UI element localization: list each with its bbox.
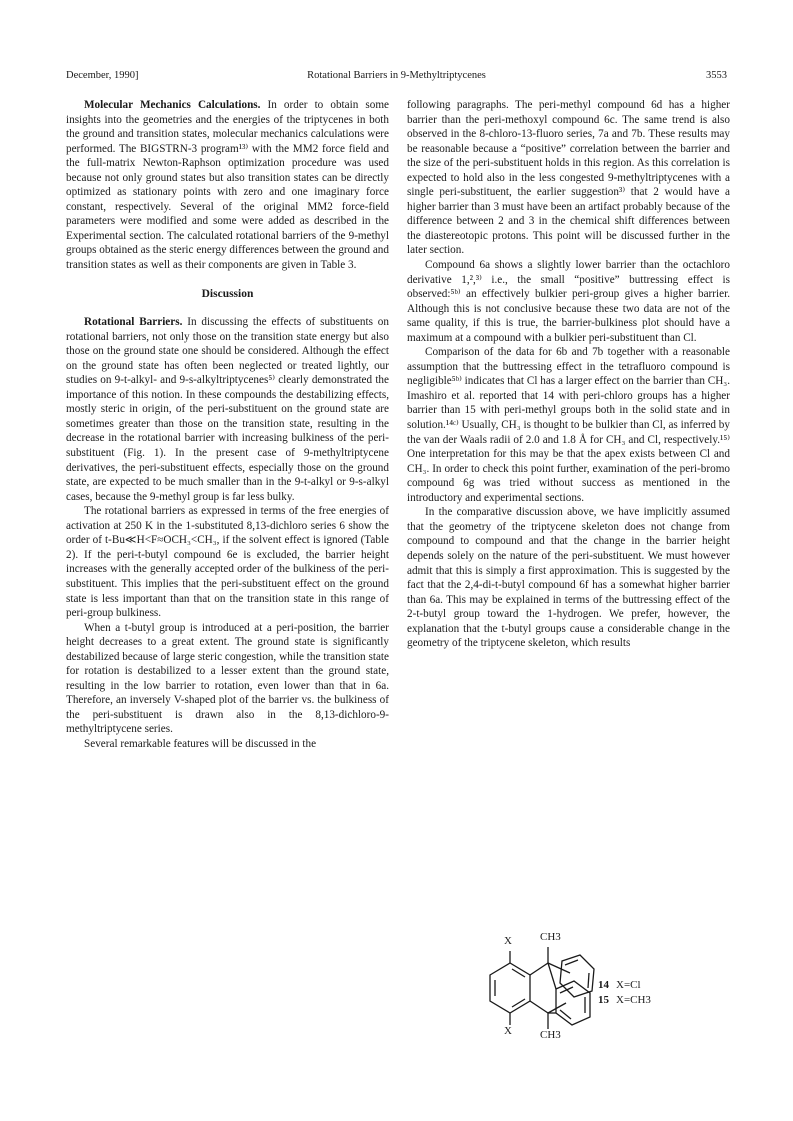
paragraph-left-3: The rotational barriers as expressed in terms of the free energies of activation at 250 K in the 1-substituted 8,13-dichloro series 6 show the order of t-Bu≪H<F≈OCH₃<CH₃, if the solvent effect is ignored (Table 2). If the peri-t-butyl compound 6e is excluded, the barrier height increases with the generally accepted order of the bulkiness of the peri-substituent. This implies that the peri-substituent effect on the ground state is less important than that on the transition state in this range of peri-group bulkiness. <box>66 505 389 620</box>
label-x-bottom: X <box>504 1025 512 1037</box>
mm-body: In order to obtain some insights into the geometries and the energies of the triptycenes in both the ground and transition states, molecular mechanics calculations were performed. The BIGSTRN-3 program¹³⁾ with the MM2 force field and the full-matrix Newton-Raphson optimization procedure was used because not only ground states but also transition states can be directly optimized as stationary points with zero and one imaginary force constant, respectively. Several of the original MM2 force-field parameters were modified and some were added as described in the Experimental section. The calculated rotational barriers of the 9-methyl groups obtained as the steric energy differences between the ground and transition states as well as their components are given in Table 3. <box>66 99 389 272</box>
label-ch3-bottom: CH3 <box>540 1029 561 1041</box>
triptycene-structure-drawing <box>470 925 610 1075</box>
page-number: 3553 <box>706 70 727 81</box>
left-benzene-ring <box>490 963 530 1013</box>
compound-def-14: X=Cl <box>616 979 641 991</box>
paragraph-molecular-mechanics <box>66 98 389 273</box>
header-date: December, 1990] <box>66 70 139 81</box>
paragraph-left-4: When a t-butyl group is introduced at a peri-position, the barrier height decreases to a great extent. The ground state is significantly destabilized because of large steric congestion, while the transition state for rotation is destabilized to a lesser extent than the ground state, resulting in the low barrier to rotation, even lower than that in 6a. Therefore, an inversely V-shaped plot of the barrier vs. the bulkiness of the peri-substituent is drawn also in the 8,13-dichloro-9-methyltriptycene series. <box>66 621 389 736</box>
paragraph-left-5: Several remarkable features will be discussed in the <box>84 737 317 750</box>
run-in-heading-mm: Molecular Mechanics Calculations. <box>84 99 261 111</box>
header-title: Rotational Barriers in 9-Methyltriptycenes <box>307 70 486 81</box>
running-header <box>66 70 727 84</box>
run-in-heading-rb: Rotational Barriers. <box>84 316 183 329</box>
paragraph-right-1: following paragraphs. The peri-methyl compound 6d has a higher barrier than the peri-methoxyl compound 6c. The same trend is also observed in the 8-chloro-13-fluoro series, 7a and 7b. These results may be reasonable because a “positive” correlation between the barrier and the size of the peri-substituent holds in this region. As this correlation is expected to hold also in the less congested 9-methyltriptycenes with a single peri-substituent, the earlier suggestion³⁾ that 2 would have a higher barrier than 3 must have been an artifact probably because of the difference between 2 and 3 in the chemical shift differences between the diastereotopic protons. This point will be discussed further in the later section. <box>407 99 730 257</box>
right-column <box>407 98 730 651</box>
rb-body: In discussing the effects of substituents on rotational barriers, not only those on the transition state energy but also those on the ground state one should be considered. Although the effect on the ground state has often been neglected or treated lightly, our studies on 9-t-alkyl- and 9-s-alkyltriptycenes⁵⁾ clearly demonstrated the importance of this notion. In these compounds the destabilizing effects, mostly steric in origin, of the peri-substituent on the ground state are sometimes greater than those on the transition state, resulting in the decrease in the rotational barrier with increasing bulkiness of the peri-substituent (Fig. 1). In the present case of 9-methyltriptycene derivatives, the peri-substituent effects, especially those on the ground state, are expected to be much smaller than in the 9-t-alkyl or 9-s-alkyl cases, because the 9-methyl group is far less bulky. <box>66 316 389 503</box>
left-column <box>66 98 389 752</box>
section-heading-discussion: Discussion <box>201 287 254 300</box>
paragraph-right-4: In the comparative discussion above, we have implicitly assumed that the geometry of the triptycene skeleton does not change from compound to compound and that the change in the barrier height depends solely on the nature of the peri-substituent. We must however admit that this is simply a first approximation. This is suggested by the fact that the 2,4-di-t-butyl compound 6f has a somewhat higher barrier than 6a. This may be explained in terms of the buttressing effect of the 2-t-butyl group toward the 1-hydrogen. We prefer, however, the explanation that the t-butyl groups cause a considerable change in the geometry of the triptycene skeleton, which results <box>407 506 730 650</box>
label-ch3-top: CH3 <box>540 931 561 943</box>
label-x-top: X <box>504 935 512 947</box>
triptycene-structure-figure <box>470 925 730 1075</box>
compound-number-15: 15 <box>598 994 609 1006</box>
compound-def-15: X=CH3 <box>616 994 651 1006</box>
paragraph-rotational-barriers <box>66 315 389 504</box>
paragraph-right-2: Compound 6a shows a slightly lower barrier than the octachloro derivative 1,²,³⁾ i.e., the small “positive” buttressing effect is observed:⁵ᵇ⁾ an effectively bulkier peri-group gives a higher barrier. Although this is not conclusive because these two data are not of the same quality, if this is true, the barrier-bulkiness plot should have a maximum at a compound with a bulkier peri-substituent than Cl. <box>407 259 730 344</box>
paragraph-right-3: Comparison of the data for 6b and 7b together with a reasonable assumption that the buttressing effect in the tetrafluoro compound is negligible⁵ᵇ⁾ indicates that Cl has a larger effect on the barrier than CH₃. Imashiro et al. reported that 14 with peri-chloro groups has a higher barrier than 15 with peri-methyl groups both in the solid state and in solution.¹⁴ᶜ⁾ Usually, CH₃ is thought to be bulkier than Cl, as inferred by the van der Waals radii of 2.0 and 1.8 Å for CH₃ and Cl, respectively.¹⁵⁾ One interpretation for this may be that the apex exists between Cl and CH₃. In order to check this point further, examination of the peri-bromo compound 6g was tried without success as mentioned in the introductory and experimental sections. <box>407 346 730 504</box>
compound-number-14: 14 <box>598 979 609 991</box>
